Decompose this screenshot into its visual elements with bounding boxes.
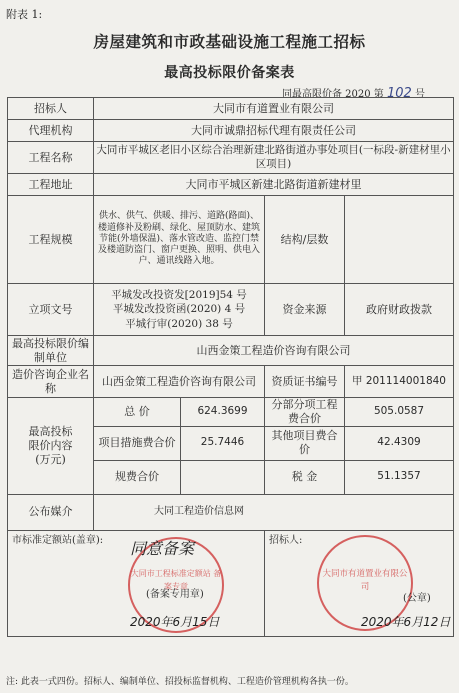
record-number-suffix: 号 xyxy=(415,89,425,100)
compiler-label: 最高投标限价编制单位 xyxy=(8,336,94,366)
tenderer-signature-cell xyxy=(265,530,454,636)
limit-content-label xyxy=(8,398,94,495)
structure-value xyxy=(345,196,454,284)
project-name-label: 工程名称 xyxy=(8,142,94,174)
subitem-value: 505.0587 xyxy=(345,398,454,427)
consult-label: 造价咨询企业名称 xyxy=(8,366,94,398)
total-value: 624.3699 xyxy=(181,398,265,427)
approval-value xyxy=(94,284,265,336)
tenderer-seal-caption: (公章) xyxy=(403,592,431,604)
footnote: 注: 此表一式四份。招标人、编制单位、招投标监督机构、工程造价管理机构各执一份。 xyxy=(6,677,354,687)
consult-value: 山西金策工程造价咨询有限公司 xyxy=(94,366,265,398)
media-value: 大同工程造价信息网 xyxy=(94,494,454,530)
page-subtitle: 最高投标限价备案表 xyxy=(164,65,295,81)
filing-station-label: 市标准定额站(盖章): xyxy=(12,534,104,546)
tenderer-date: 2020年6月12日 xyxy=(361,614,451,629)
project-address-label: 工程地址 xyxy=(8,174,94,196)
fund-source-value: 政府财政拨款 xyxy=(345,284,454,336)
fees-label: 规费合价 xyxy=(94,460,181,494)
media-label: 公布媒介 xyxy=(8,494,94,530)
tax-label: 税 金 xyxy=(265,460,345,494)
filing-stamp-caption: (备案专用章) xyxy=(146,588,204,600)
other-value: 42.4309 xyxy=(345,426,454,460)
tax-value: 51.1357 xyxy=(345,460,454,494)
approval-label: 立项文号 xyxy=(8,284,94,336)
tenderer-value: 大同市有道置业有限公司 xyxy=(94,98,454,120)
other-label: 其他项目费合价 xyxy=(265,426,345,460)
approval-line-3: 平城行审(2020) 38 号 xyxy=(125,317,233,330)
attachment-label: 附表 1: xyxy=(6,8,43,21)
limit-content-line-3: (万元) xyxy=(35,452,66,466)
project-address-value: 大同市平城区新建北路街道新建材里 xyxy=(94,174,454,196)
compiler-value: 山西金策工程造价咨询有限公司 xyxy=(94,336,454,366)
qualification-value: 甲 201114001840 xyxy=(345,366,454,398)
agency-label: 代理机构 xyxy=(8,120,94,142)
agency-value: 大同市诚鼎招标代理有限责任公司 xyxy=(94,120,454,142)
filing-handwriting: 同意备案 xyxy=(130,538,195,558)
subitem-label: 分部分项工程费合价 xyxy=(265,398,345,427)
tenderer-label: 招标人 xyxy=(8,98,94,120)
record-number-value: 102 xyxy=(386,86,412,101)
approval-line-1: 平城发改投资发[2019]54 号 xyxy=(111,289,247,302)
approval-line-2: 平城发改投资函(2020) 4 号 xyxy=(112,303,246,316)
filing-date: 2020年6月15日 xyxy=(130,614,220,629)
project-name-value: 大同市平城区老旧小区综合治理新建北路街道办事处项目(一标段-新建材里小区项目) xyxy=(94,142,454,174)
scale-value: 供水、供气、供暖、排污、道路(路面)、楼道修补及粉刷、绿化、屋顶防水、建筑节能(外墙保温)、落水管改造、监控门禁及楼道防盗门、窗户更换、照明、供电入户、通讯线路入地。 xyxy=(94,196,265,284)
tenderer-stamp-text: 大同市有道置业有限公司 xyxy=(322,568,408,592)
tenderer-seal-label: 招标人: xyxy=(269,534,303,546)
scale-label: 工程规模 xyxy=(8,196,94,284)
fees-value xyxy=(181,460,265,494)
limit-content-line-2: 限价内容 xyxy=(28,438,73,452)
limit-content-line-1: 最高投标 xyxy=(28,425,73,439)
measures-value: 25.7446 xyxy=(181,426,265,460)
qualification-label: 资质证书编号 xyxy=(265,366,345,398)
measures-label: 项目措施费合价 xyxy=(94,426,181,460)
filing-form-table xyxy=(7,97,454,637)
filing-stamp-text: 大同市工程标准定额站 备案专章 xyxy=(130,568,222,591)
page-title: 房屋建筑和市政基础设施工程施工招标 xyxy=(93,32,366,51)
record-number-prefix: 同最高限价备 2020 第 xyxy=(281,89,384,100)
fund-source-label: 资金来源 xyxy=(265,284,345,336)
structure-label: 结构/层数 xyxy=(265,196,345,284)
total-label: 总 价 xyxy=(94,398,181,427)
filing-signature-cell xyxy=(8,530,265,636)
